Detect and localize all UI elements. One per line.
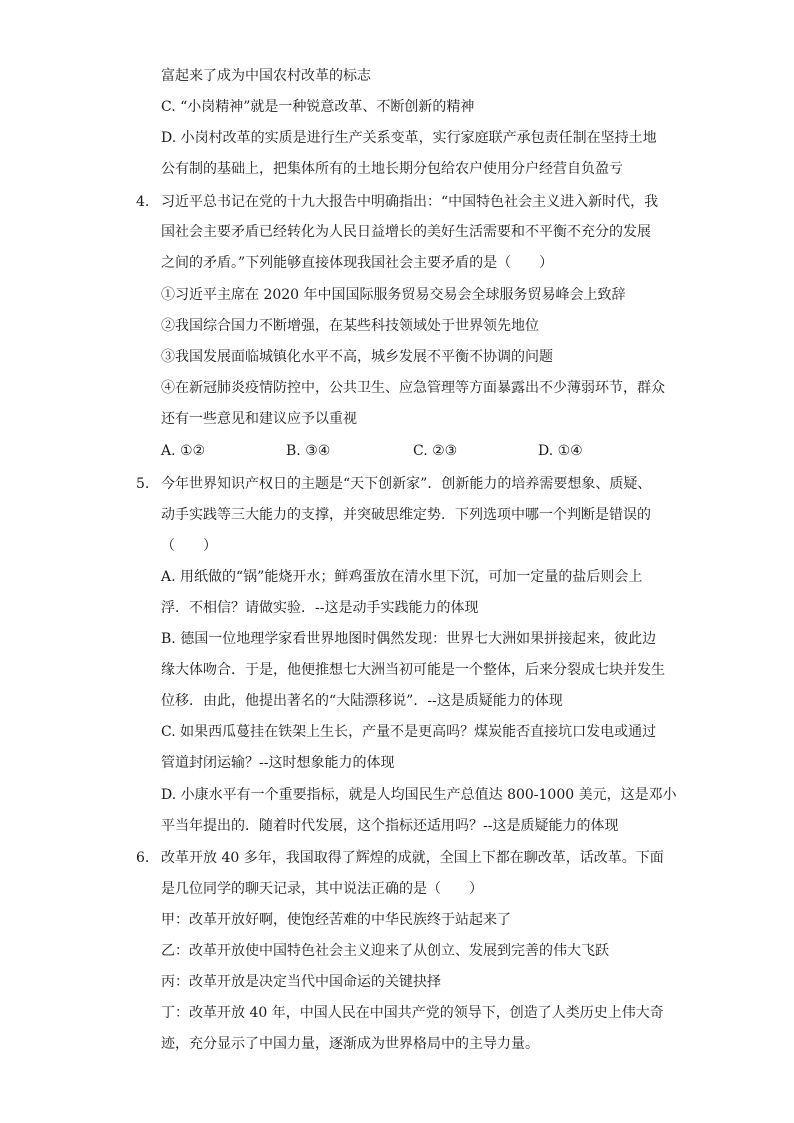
q3-option-d-line-1: D. 小岗村改革的实质是进行生产关系变革，实行家庭联产承包责任制在坚持土地 — [161, 130, 657, 146]
q3-option-c: C. “小岗精神”就是一种锐意改革、不断创新的精神 — [161, 99, 475, 115]
q5-stem-line-1: 今年世界知识产权日的主题是“天下创新家”．创新能力的培养需要想象、质疑、 — [161, 476, 652, 492]
q4-option-c: C. ②③ — [413, 443, 458, 459]
q5-option-c-line-2: 管道封闭运输？--这时想象能力的体现 — [161, 755, 395, 771]
q4-statement-4-line-2: 还有一些意见和建议应予以重视 — [161, 411, 357, 427]
q4-number: 4. — [136, 194, 150, 210]
q4-statement-4-line-1: ④在新冠肺炎疫情防控中，公共卫生、应急管理等方面暴露出不少薄弱环节，群众 — [161, 380, 665, 396]
q4-option-a: A. ①② — [161, 443, 206, 459]
q5-option-b-line-3: 位移．由此，他提出著名的“大陆漂移说”．--这是质疑能力的体现 — [161, 693, 563, 709]
q3-continuation-line-1: 富起来了成为中国农村改革的标志 — [161, 68, 371, 84]
q4-option-d: D. ①④ — [538, 443, 583, 459]
q5-number: 5. — [136, 476, 150, 492]
q6-statement-jia: 甲：改革开放好啊，使饱经苦难的中华民族终于站起来了 — [161, 912, 511, 928]
q5-option-b-line-2: 缘大体吻合．于是，他便推想七大洲当初可能是一个整体，后来分裂成七块并发生 — [161, 662, 665, 678]
q5-option-a-line-2: 浮．不相信？请做实验．--这是动手实践能力的体现 — [161, 600, 479, 616]
q6-number: 6. — [136, 850, 150, 866]
q5-stem-line-3: （ ） — [161, 538, 217, 554]
q3-option-d-line-2: 公有制的基础上，把集体所有的土地长期分包给农户使用分户经营自负盈亏 — [161, 161, 623, 177]
q5-option-c-line-1: C. 如果西瓜蔓挂在铁架上生长，产量不是更高吗？煤炭能否直接坑口发电或通过 — [161, 724, 657, 740]
q6-stem-line-1: 改革开放 40 多年，我国取得了辉煌的成就，全国上下都在聊改革，话改革。下面 — [161, 850, 664, 866]
q4-statement-1: ①习近平主席在 2020 年中国国际服务贸易交易会全球服务贸易峰会上致辞 — [161, 287, 626, 303]
q6-statement-ding-line-2: 迹，充分显示了中国力量，逐渐成为世界格局中的主导力量。 — [161, 1036, 539, 1052]
q6-statement-yi: 乙：改革开放使中国特色社会主义迎来了从创立、发展到完善的伟大飞跃 — [161, 943, 609, 959]
q5-stem-line-2: 动手实践等三大能力的支撑，并突破思维定势．下列选项中哪一个判断是错误的 — [161, 507, 651, 523]
q6-stem-line-2: 是几位同学的聊天记录，其中说法正确的是（ ） — [161, 881, 483, 897]
q5-option-d-line-2: 平当年提出的．随着时代发展，这个指标还适用吗？--这是质疑能力的体现 — [161, 818, 619, 834]
q4-stem-line-3: 之间的矛盾。”下列能够直接体现我国社会主要矛盾的是（ ） — [161, 255, 554, 271]
q4-statement-2: ②我国综合国力不断增强，在某些科技领域处于世界领先地位 — [161, 318, 539, 334]
q6-statement-bing: 丙：改革开放是决定当代中国命运的关键抉择 — [161, 974, 441, 990]
q6-statement-ding-line-1: 丁：改革开放 40 年，中国人民在中国共产党的领导下，创造了人类历史上伟大奇 — [161, 1005, 664, 1021]
q4-option-b: B. ③④ — [286, 443, 331, 459]
q4-statement-3: ③我国发展面临城镇化水平不高，城乡发展不平衡不协调的问题 — [161, 349, 553, 365]
q4-stem-line-2: 国社会主要矛盾已经转化为人民日益增长的美好生活需要和不平衡不充分的发展 — [161, 224, 651, 240]
q5-option-d-line-1: D. 小康水平有一个重要指标，就是人均国民生产总值达 800-1000 美元，这是邓小 — [161, 787, 677, 803]
q5-option-b-line-1: B. 德国一位地理学家看世界地图时偶然发现：世界七大洲如果拼接起来，彼此边 — [161, 631, 657, 647]
q4-stem-line-1: 习近平总书记在党的十九大报告中明确指出：“中国特色社会主义进入新时代，我 — [161, 194, 659, 210]
q5-option-a-line-1: A. 用纸做的“锅”能烧开水；鲜鸡蛋放在清水里下沉，可加一定量的盐后则会上 — [161, 569, 643, 585]
